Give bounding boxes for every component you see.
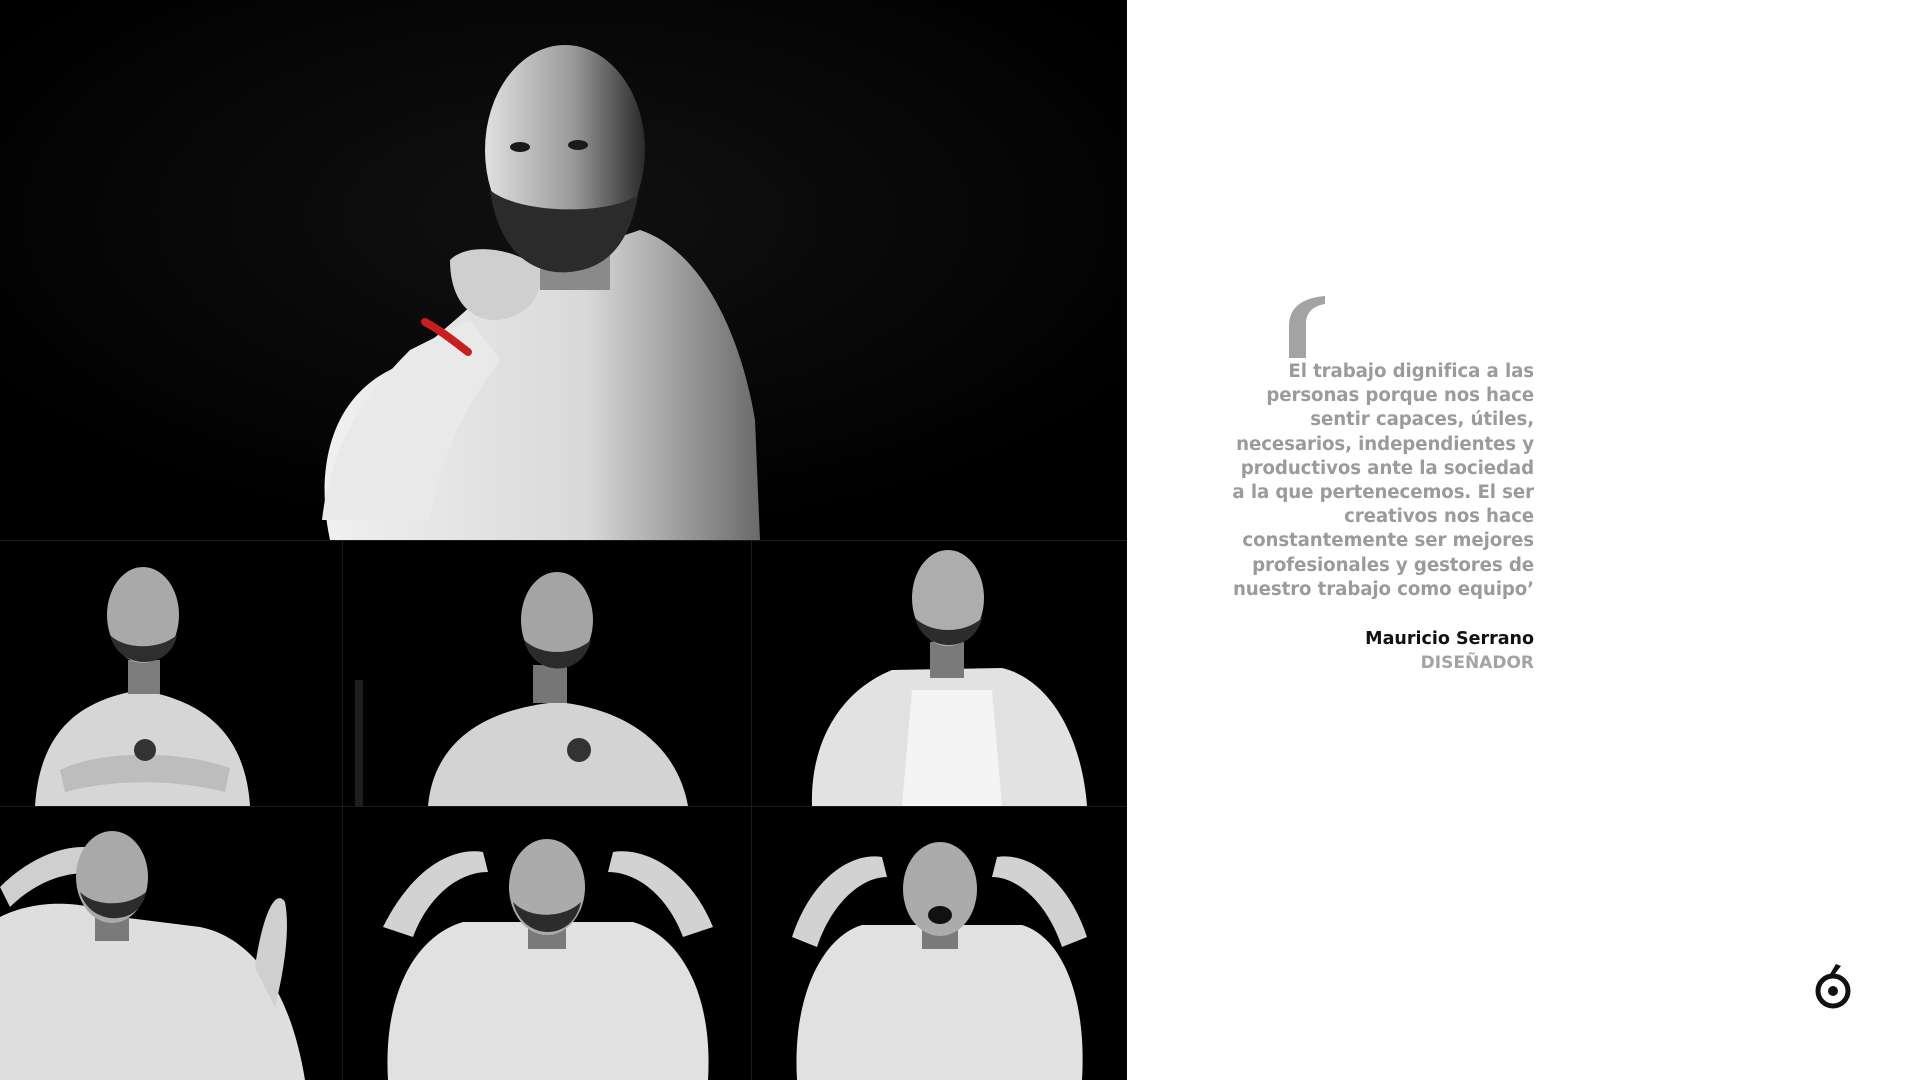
photo-jacket-open [752, 540, 1127, 806]
photo-arms-crossed [0, 540, 342, 806]
portrait-arms-crossed-image [0, 540, 342, 806]
portrait-jacket-open-image [752, 540, 1127, 806]
photo-hands-head-smile [343, 807, 751, 1080]
quote-text: El trabajo dignifica a las personas porque nos hace sentir capaces, útiles, necesarios, independientes y productivos ante la sociedad a la que pertenecemos. El ser creativos nos hace constantemente ser mejores profesionales y gestores de nuestro trabajo como equipo’ [1232, 361, 1534, 600]
grid-divider [342, 540, 343, 1080]
author-role: DISEÑADOR [1420, 653, 1534, 674]
grid-divider [751, 540, 752, 1080]
photo-hands-head-wave [0, 807, 342, 1080]
portrait-main-image [0, 0, 1127, 540]
photo-main-portrait [0, 0, 1127, 540]
portrait-hands-head-wave-image [0, 807, 342, 1080]
portrait-hands-head-shout-image [752, 807, 1127, 1080]
quote-block [1180, 290, 1534, 675]
author-name: Mauricio Serrano [1365, 629, 1534, 650]
portrait-hands-head-smile-image [343, 807, 751, 1080]
brand-logo-icon [1814, 962, 1852, 1010]
portrait-jacket-hold-image [343, 540, 751, 806]
grid-divider [0, 540, 1127, 541]
photo-jacket-hold [343, 540, 751, 806]
grid-divider [0, 806, 1127, 807]
photo-hands-head-shout [752, 807, 1127, 1080]
